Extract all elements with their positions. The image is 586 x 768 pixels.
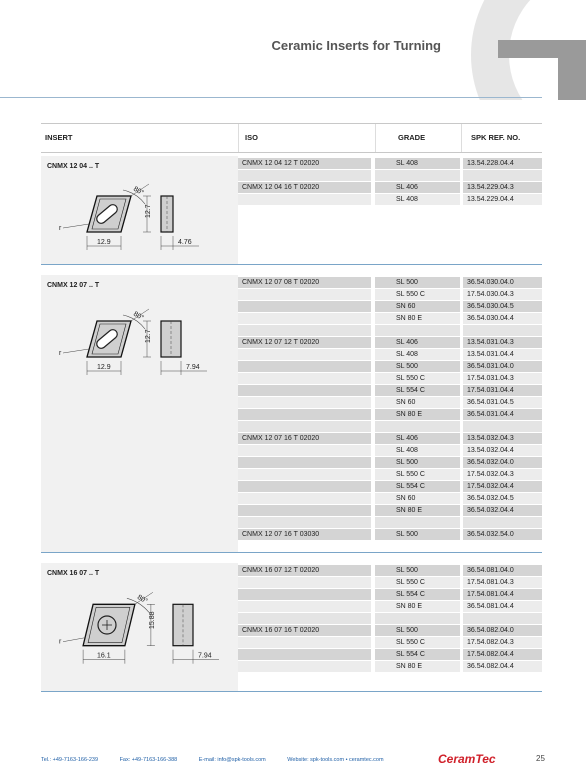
cell-grade — [375, 613, 460, 624]
cell-grade: SL 500 — [375, 277, 460, 288]
table-row — [238, 289, 542, 300]
col-insert: INSERT — [45, 133, 73, 142]
insert-drawing — [41, 301, 238, 396]
cell-ref: 36.54.032.04.0 — [463, 457, 542, 468]
insert-drawing — [41, 587, 238, 682]
cell-grade: SN 60 — [375, 493, 460, 504]
cell-ref: 36.54.030.04.4 — [463, 313, 542, 324]
grade-rows — [238, 158, 542, 206]
table-row — [238, 373, 542, 384]
cell-ref: 13.54.228.04.4 — [463, 158, 542, 169]
header-divider — [0, 97, 542, 98]
cell-grade: SL 554 C — [375, 649, 460, 660]
cell-ref: 13.54.229.04.4 — [463, 194, 542, 205]
table-row — [238, 601, 542, 612]
dim-height: 12.7 — [145, 204, 152, 218]
cell-iso — [238, 505, 371, 516]
col-separator — [461, 124, 462, 152]
table-row — [238, 613, 542, 624]
cell-ref: 13.54.031.04.3 — [463, 337, 542, 348]
cell-grade: SL 406 — [375, 337, 460, 348]
cell-ref — [463, 325, 542, 336]
dim-radius: r — [59, 225, 62, 232]
table-row — [238, 397, 542, 408]
cell-ref: 36.54.082.04.0 — [463, 625, 542, 636]
cell-iso — [238, 409, 371, 420]
cell-ref: 17.54.031.04.3 — [463, 373, 542, 384]
cell-iso: CNMX 12 04 12 T 02020 — [238, 158, 371, 169]
cell-grade — [375, 421, 460, 432]
col-grade: GRADE — [398, 133, 426, 142]
inserts-table — [41, 123, 542, 692]
cell-grade: SL 554 C — [375, 481, 460, 492]
table-row — [238, 481, 542, 492]
cell-grade: SN 80 E — [375, 661, 460, 672]
cell-grade: SN 60 — [375, 397, 460, 408]
dim-width: 12.9 — [97, 239, 111, 246]
col-ref: SPK REF. NO. — [471, 133, 521, 142]
cell-iso — [238, 421, 371, 432]
page-title: Ceramic Inserts for Turning — [271, 38, 441, 53]
cell-ref: 36.54.081.04.4 — [463, 601, 542, 612]
cell-iso — [238, 469, 371, 480]
cell-grade: SL 408 — [375, 445, 460, 456]
cell-ref: 17.54.081.04.4 — [463, 589, 542, 600]
table-header — [41, 123, 542, 153]
cell-iso — [238, 349, 371, 360]
table-row — [238, 421, 542, 432]
table-row — [238, 589, 542, 600]
dim-radius: r — [59, 350, 62, 357]
insert-sketch-svg — [41, 176, 238, 266]
cell-iso — [238, 493, 371, 504]
cell-iso — [238, 481, 371, 492]
cell-grade: SL 550 C — [375, 637, 460, 648]
table-row — [238, 661, 542, 672]
cell-iso — [238, 457, 371, 468]
col-separator — [238, 124, 239, 152]
cell-grade: SL 408 — [375, 349, 460, 360]
insert-name: CNMX 16 07 .. T — [47, 570, 100, 577]
insert-sketch-svg — [41, 587, 238, 677]
dim-height: 15.88 — [148, 611, 156, 629]
table-row — [238, 529, 542, 540]
cell-ref: 17.54.081.04.3 — [463, 577, 542, 588]
cell-iso — [238, 170, 371, 181]
footer-fax: Fax: +49-7163-166-388 — [119, 757, 178, 763]
cell-iso — [238, 445, 371, 456]
cell-ref: 36.54.031.04.4 — [463, 409, 542, 420]
cell-ref: 17.54.030.04.3 — [463, 289, 542, 300]
cell-grade: SL 500 — [375, 529, 460, 540]
cell-ref — [463, 170, 542, 181]
table-row — [238, 457, 542, 468]
cell-grade: SL 406 — [375, 182, 460, 193]
cell-ref: 17.54.031.04.4 — [463, 385, 542, 396]
cell-grade: SL 554 C — [375, 385, 460, 396]
cell-iso: CNMX 12 07 16 T 02020 — [238, 433, 371, 444]
table-row — [238, 577, 542, 588]
cell-ref: 13.54.032.04.3 — [463, 433, 542, 444]
cell-ref — [463, 613, 542, 624]
cell-grade: SN 80 E — [375, 409, 460, 420]
insert-sketch-svg — [41, 301, 238, 391]
table-row — [238, 349, 542, 360]
cell-grade — [375, 517, 460, 528]
table-row — [238, 565, 542, 576]
dim-angle: 80° — [132, 310, 145, 323]
col-separator — [375, 124, 376, 152]
cell-iso — [238, 577, 371, 588]
cell-ref: 36.54.030.04.5 — [463, 301, 542, 312]
cell-grade: SL 550 C — [375, 373, 460, 384]
dim-thickness: 7.94 — [186, 364, 200, 371]
cell-ref: 13.54.229.04.3 — [463, 182, 542, 193]
cell-ref — [463, 421, 542, 432]
cell-ref — [463, 517, 542, 528]
cell-iso — [238, 637, 371, 648]
table-row — [238, 637, 542, 648]
cell-ref: 36.54.032.04.4 — [463, 505, 542, 516]
cell-iso — [238, 397, 371, 408]
table-row — [238, 445, 542, 456]
table-row — [238, 277, 542, 288]
cell-grade: SL 500 — [375, 565, 460, 576]
cell-grade: SL 408 — [375, 194, 460, 205]
cell-grade — [375, 325, 460, 336]
cell-grade: SN 80 E — [375, 505, 460, 516]
insert-group — [41, 563, 542, 692]
cell-ref: 13.54.031.04.4 — [463, 349, 542, 360]
cell-ref: 36.54.030.04.0 — [463, 277, 542, 288]
cell-iso — [238, 661, 371, 672]
cell-iso: CNMX 12 07 12 T 02020 — [238, 337, 371, 348]
table-row — [238, 325, 542, 336]
footer-tel[interactable]: Tel.: +49-7163-166-239 — [41, 757, 99, 763]
table-row — [238, 182, 542, 193]
cell-ref: 17.54.032.04.4 — [463, 481, 542, 492]
table-row — [238, 469, 542, 480]
page-number: 25 — [536, 754, 545, 763]
cell-grade: SL 500 — [375, 625, 460, 636]
cell-grade: SL 550 C — [375, 289, 460, 300]
table-row — [238, 385, 542, 396]
cell-iso — [238, 517, 371, 528]
cell-iso — [238, 301, 371, 312]
cell-ref: 36.54.031.04.0 — [463, 361, 542, 372]
dim-angle: 80° — [132, 185, 145, 198]
cell-iso: CNMX 12 04 16 T 02020 — [238, 182, 371, 193]
cell-grade: SN 80 E — [375, 601, 460, 612]
cell-iso — [238, 373, 371, 384]
cell-ref: 36.54.031.04.5 — [463, 397, 542, 408]
table-row — [238, 433, 542, 444]
cell-grade: SL 500 — [375, 361, 460, 372]
table-row — [238, 194, 542, 205]
insert-group — [41, 275, 542, 553]
cell-iso: CNMX 16 07 16 T 02020 — [238, 625, 371, 636]
cell-grade: SL 550 C — [375, 577, 460, 588]
cell-grade: SL 554 C — [375, 589, 460, 600]
cell-iso — [238, 325, 371, 336]
cell-ref: 17.54.032.04.3 — [463, 469, 542, 480]
cell-iso — [238, 194, 371, 205]
table-row — [238, 170, 542, 181]
cell-iso — [238, 313, 371, 324]
col-iso: ISO — [245, 133, 258, 142]
cell-iso: CNMX 12 07 08 T 02020 — [238, 277, 371, 288]
table-row — [238, 337, 542, 348]
cell-grade — [375, 170, 460, 181]
grade-rows — [238, 277, 542, 541]
insert-drawing — [41, 176, 238, 271]
table-row — [238, 649, 542, 660]
table-row — [238, 313, 542, 324]
table-body — [41, 156, 542, 692]
dim-angle: 80° — [135, 593, 149, 606]
cell-iso — [238, 385, 371, 396]
ceramtec-logo: CeramTec — [438, 752, 496, 766]
dim-height: 12.7 — [145, 329, 152, 343]
table-row — [238, 409, 542, 420]
table-row — [238, 361, 542, 372]
cell-iso: CNMX 12 07 16 T 03030 — [238, 529, 371, 540]
cell-grade: SN 60 — [375, 301, 460, 312]
cell-ref: 36.54.081.04.0 — [463, 565, 542, 576]
insert-name: CNMX 12 04 .. T — [47, 163, 100, 170]
insert-group — [41, 156, 542, 265]
dim-thickness: 7.94 — [198, 652, 212, 660]
table-row — [238, 517, 542, 528]
dim-thickness: 4.76 — [178, 239, 192, 246]
cell-grade: SL 408 — [375, 158, 460, 169]
table-row — [238, 625, 542, 636]
cell-iso — [238, 361, 371, 372]
cell-grade: SL 406 — [375, 433, 460, 444]
grade-rows — [238, 565, 542, 673]
table-row — [238, 301, 542, 312]
dim-width: 16.1 — [97, 652, 111, 660]
cell-ref: 36.54.032.54.0 — [463, 529, 542, 540]
cell-ref: 17.54.082.04.3 — [463, 637, 542, 648]
cell-iso: CNMX 16 07 12 T 02020 — [238, 565, 371, 576]
dim-radius: r — [59, 638, 62, 646]
cell-iso — [238, 601, 371, 612]
cell-iso — [238, 613, 371, 624]
cell-ref: 13.54.032.04.4 — [463, 445, 542, 456]
cell-grade: SN 80 E — [375, 313, 460, 324]
contact-footer — [41, 757, 404, 763]
table-row — [238, 505, 542, 516]
cell-ref: 17.54.082.04.4 — [463, 649, 542, 660]
cell-ref: 36.54.032.04.5 — [463, 493, 542, 504]
cell-grade: SL 500 — [375, 457, 460, 468]
table-row — [238, 158, 542, 169]
cell-iso — [238, 649, 371, 660]
cell-iso — [238, 589, 371, 600]
cell-grade: SL 550 C — [375, 469, 460, 480]
dim-width: 12.9 — [97, 364, 111, 371]
brand-logo-shape — [416, 0, 586, 100]
cell-iso — [238, 289, 371, 300]
table-row — [238, 493, 542, 504]
footer-email[interactable]: E-mail: info@spk-tools.com — [198, 757, 266, 763]
footer-website[interactable]: Website: spk-tools.com • ceramtec.com — [287, 757, 384, 763]
insert-name: CNMX 12 07 .. T — [47, 282, 100, 289]
cell-ref: 36.54.082.04.4 — [463, 661, 542, 672]
